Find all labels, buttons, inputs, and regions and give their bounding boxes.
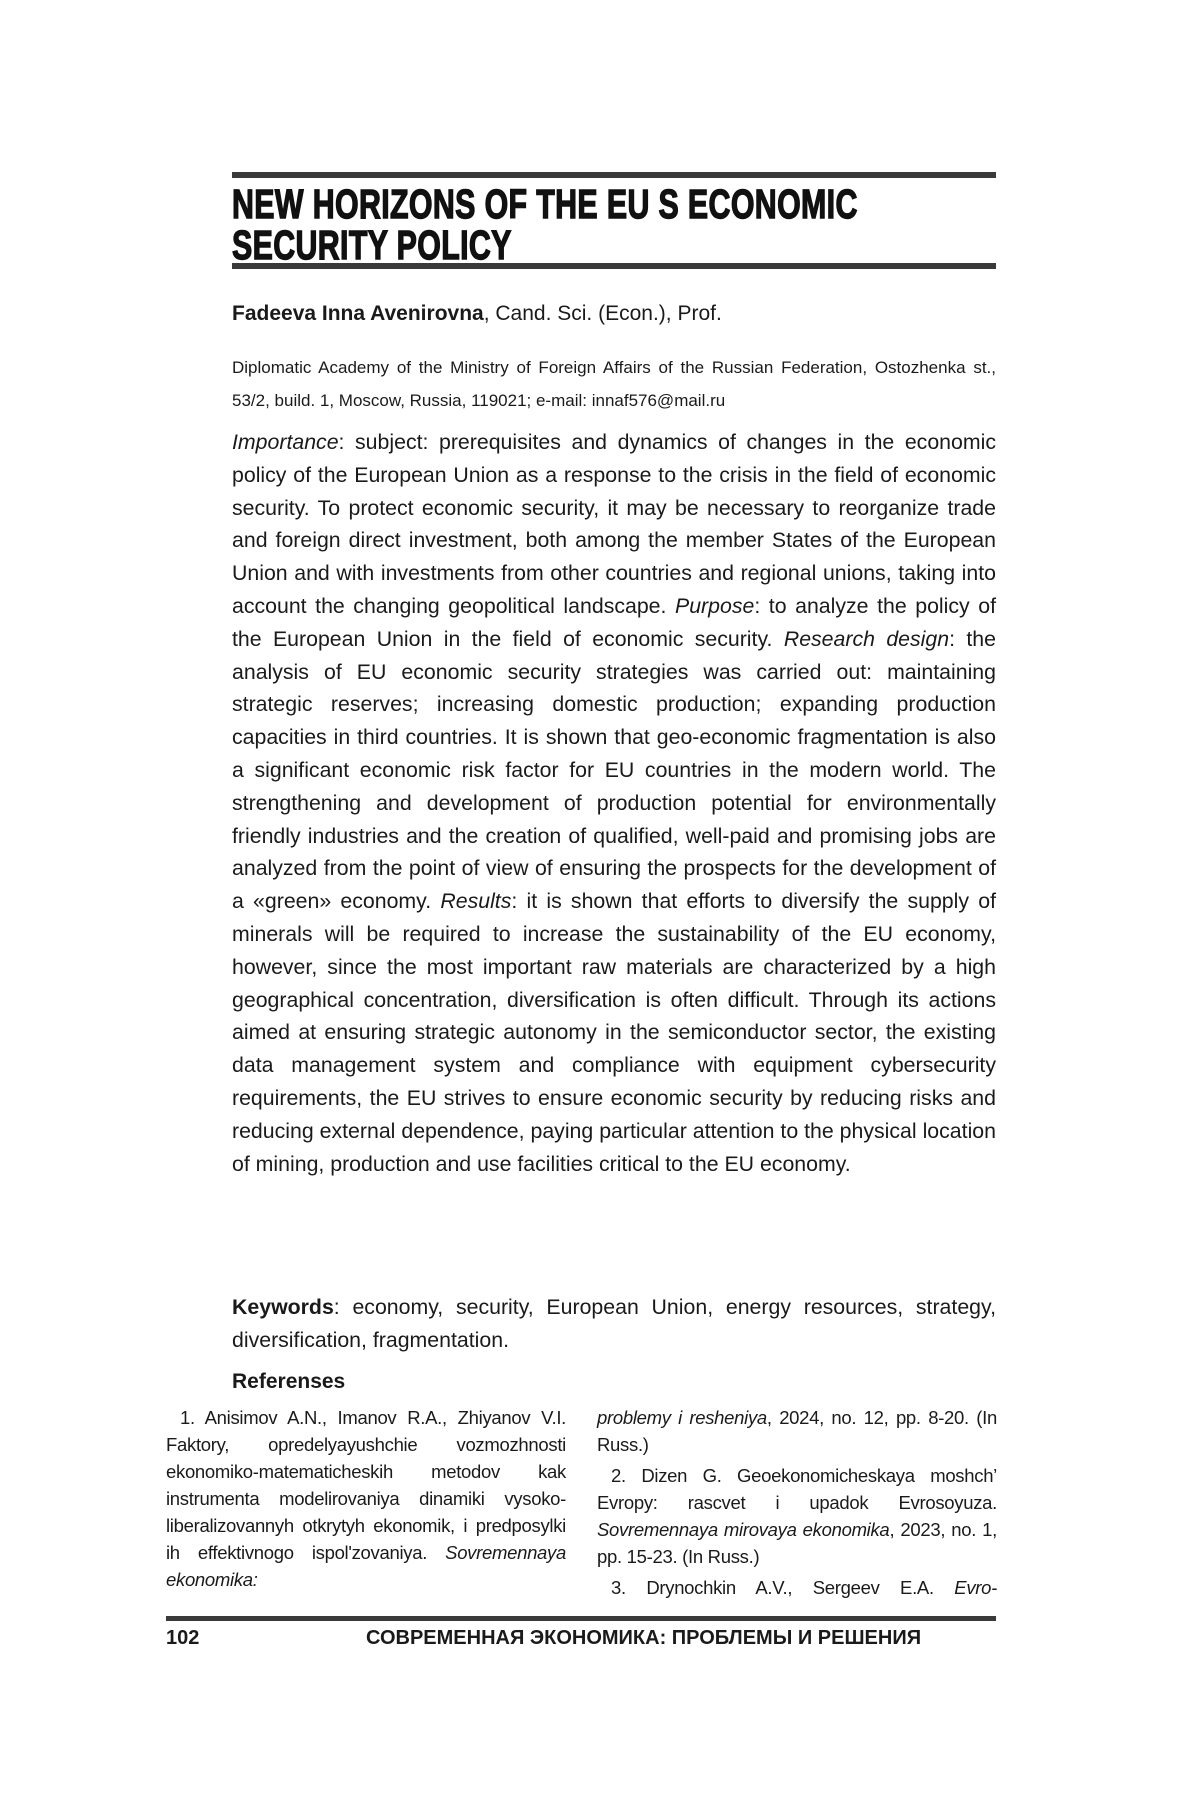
article-title: NEW HORIZONS OF THE EU S ECONOMIC SECURITY POLICY (232, 184, 972, 266)
title-top-rule (232, 172, 996, 178)
abstract-text: : it is shown that efforts to diversify the supply of minerals will be required to increase the sustainability of the EU economy, however, since the most important raw materials are characterized by a high geographical concentration, diversification is often difficult. Through its actions aimed at ensuring strategic autonomy in the semiconductor sector, the existing data management system and compliance with equipment cybersecurity requirements, the EU strives to ensure economic security by reducing risks and reducing external dependence, paying particular attention to the physical location of mining, production and use facilities critical to the EU economy. (232, 889, 996, 1175)
reference-item (597, 1462, 997, 1570)
reference-text: 2. Dizen G. Geoekonomicheskaya moshch’ Evropy: rascvet i upadok Evrosoyuza. (597, 1465, 997, 1513)
references-heading: Referenses (232, 1370, 345, 1394)
title-bottom-rule (232, 263, 996, 269)
footer-rule (166, 1616, 996, 1621)
keywords-label: Keywords (232, 1295, 334, 1319)
abstract-text: : subject: prerequisites and dynamics of changes in the economic policy of the European Union as a response to the crisis in the field of economic security. To protect economic security, it may be necessary to reorganize trade and foreign direct investment, both among the member States of the European Union and with investments from other countries and regional unions, taking into account the changing geopolitical landscape. (232, 430, 996, 618)
affiliation: Diplomatic Academy of the Ministry of Foreign Affairs of the Russian Federation, Ostozhenka st., 53/2, build. 1, Moscow, Russia, 119021; e-mail: innaf576@mail.ru (232, 351, 996, 417)
reference-item (597, 1574, 997, 1601)
reference-text: , 2024, no. 12, pp. 8-20. (In Russ.) (597, 1407, 997, 1455)
journal-name: СОВРЕМЕННАЯ ЭКОНОМИКА: ПРОБЛЕМЫ И РЕШЕНИЯ (366, 1627, 921, 1650)
reference-text: 1. Anisimov A.N., Imanov R.A., Zhiyanov V.I. Faktory, opredelyayushchie vozmozhnosti ekonomiko-matematicheskih metodov kak instrumenta modelirovaniya dinamiki vysoko-liberalizovannyh otkrytyh ekonomik, i predposylki ih effektivnogo ispol'zovaniya. (166, 1407, 566, 1563)
abstract-label-research-design: Research design (784, 627, 949, 651)
reference-item (166, 1404, 566, 1593)
abstract-label-results: Results (440, 889, 511, 913)
reference-journal: Sovremennaya mirovaya ekonomika (597, 1519, 889, 1540)
keywords-text: : economy, security, European Union, energy resources, strategy, diversification, fragmentation. (232, 1295, 996, 1352)
reference-journal: Evro- (954, 1577, 997, 1598)
page-number: 102 (166, 1627, 199, 1650)
references-right-column (597, 1404, 997, 1605)
abstract-text: : the analysis of EU economic security strategies was carried out: maintaining strategic reserves; increasing domestic production; expanding production capacities in third countries. It is shown that geo-economic fragmentation is also a significant economic risk factor for EU countries in the modern world. The strengthening and development of production potential for environmentally friendly industries and the creation of qualified, well-paid and promising jobs are analyzed from the point of view of ensuring the prospects for the development of a «green» economy. (232, 627, 996, 913)
reference-text: 3. Drynochkin A.V., Sergeev E.A. (611, 1577, 954, 1598)
abstract (232, 426, 996, 1180)
reference-item-continued (597, 1404, 997, 1458)
reference-journal: Sovremennaya ekonomika: (166, 1542, 566, 1590)
abstract-label-importance: Importance (232, 430, 339, 454)
keywords (232, 1291, 996, 1357)
reference-journal: problemy i resheniya (597, 1407, 767, 1428)
abstract-label-purpose: Purpose (675, 594, 754, 618)
reference-text: , 2023, no. 1, pp. 15-23. (In Russ.) (597, 1519, 997, 1567)
author-name: Fadeeva Inna Avenirovna (232, 302, 484, 325)
author-degree: , Cand. Sci. (Econ.), Prof. (484, 302, 722, 325)
author-line (232, 302, 722, 326)
references-left-column (166, 1404, 566, 1597)
abstract-text: : to analyze the policy of the European Union in the field of economic security. (232, 594, 996, 651)
